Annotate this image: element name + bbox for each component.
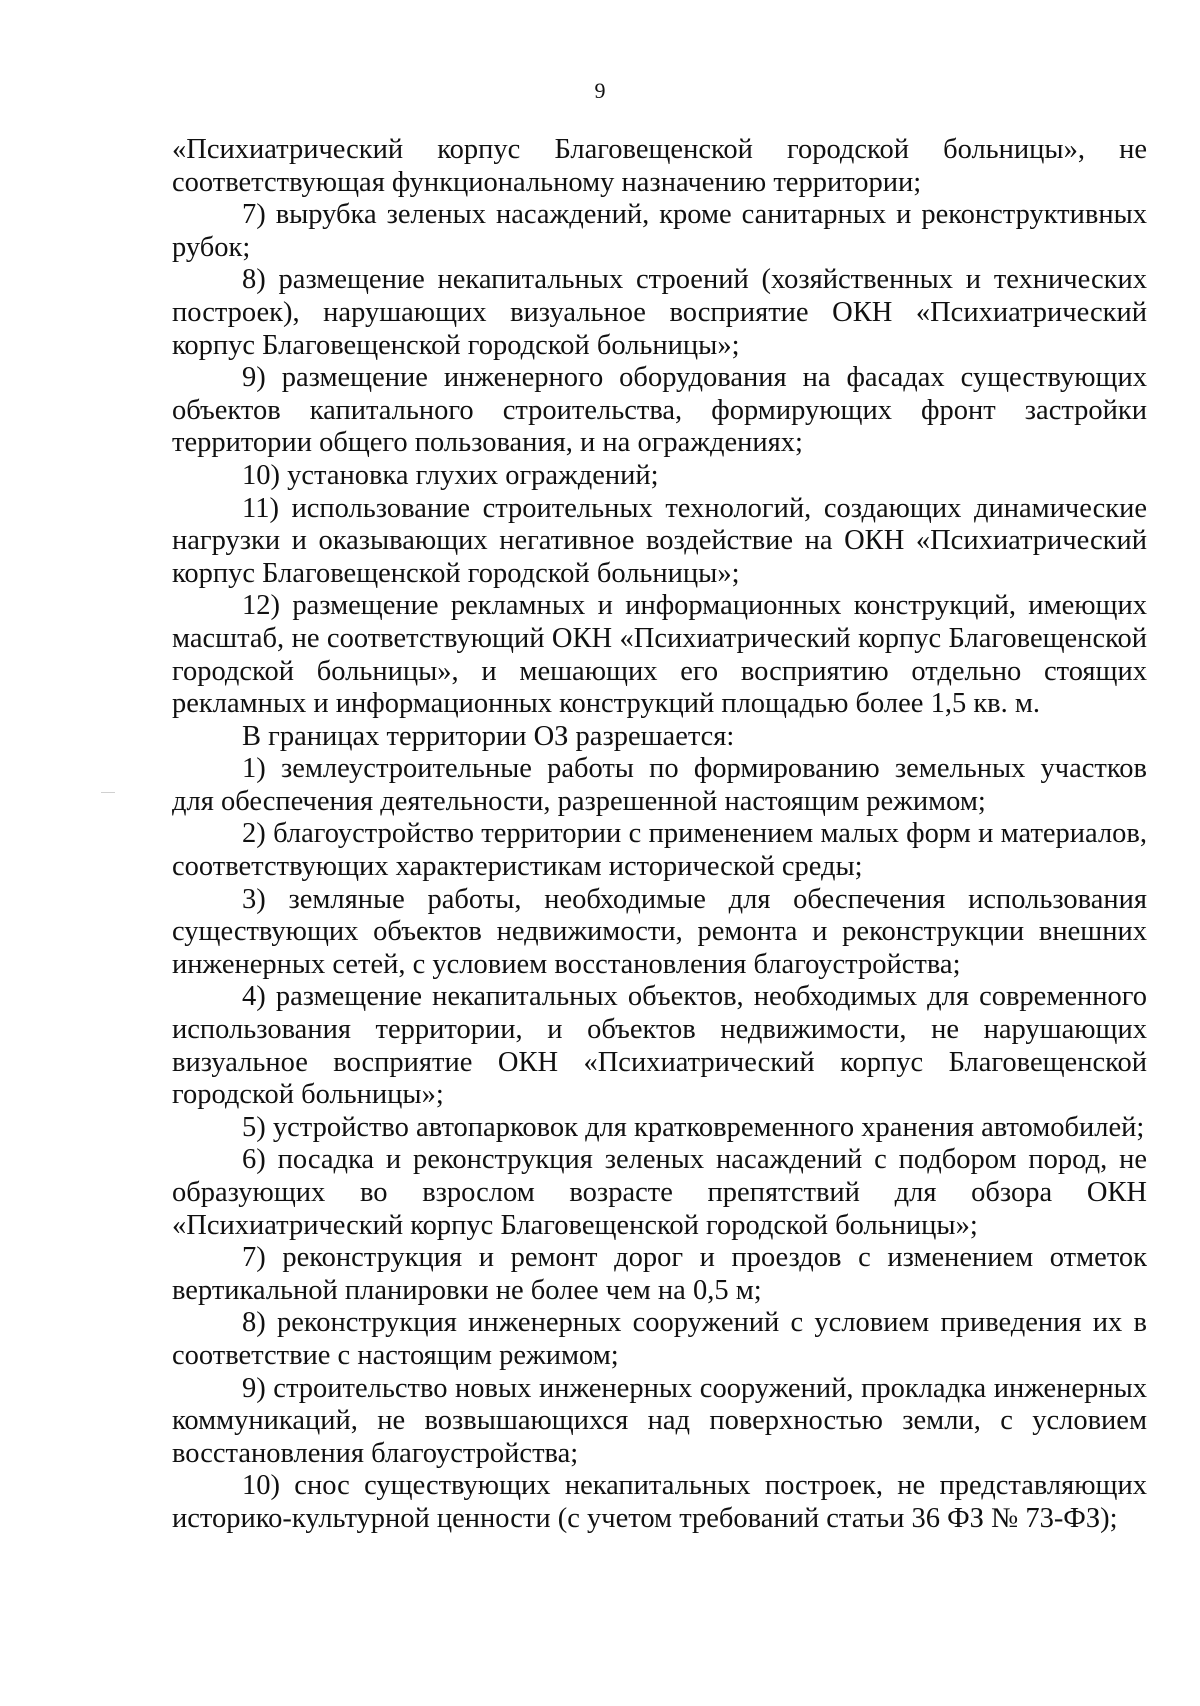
scan-artifact (101, 792, 115, 793)
page-number: 9 (594, 78, 606, 103)
paragraph: 9) строительство новых инженерных сооружений, прокладка инженерных коммуникаций, не возвышающихся над поверхностью земли, с условием восстановления благоустройства; (172, 1372, 1147, 1469)
document-body (172, 134, 1147, 1536)
paragraph: 9) размещение инженерного оборудования на фасадах существующих объектов капитального строительства, формирующих фронт застройки территории общего пользования, и на ограждениях; (172, 362, 1147, 459)
paragraph: 5) устройство автопарковок для кратковременного хранения автомобилей; (242, 1111, 1145, 1143)
paragraph: 11) использование строительных технологий, создающих динамические нагрузки и оказывающих негативное воздействие на ОКН «Психиатрический корпус Благовещенской городской больницы»; (172, 492, 1147, 589)
paragraph: 7) вырубка зеленых насаждений, кроме санитарных и реконструктивных рубок; (172, 199, 1147, 263)
paragraph: 7) реконструкция и ремонт дорог и проездов с изменением отметок вертикальной планировки не более чем на 0,5 м; (172, 1242, 1147, 1306)
section-heading: В границах территории ОЗ разрешается: (242, 720, 735, 752)
paragraph: 8) размещение некапитальных строений (хозяйственных и технических построек), нарушающих визуальное восприятие ОКН «Психиатрический корпус Благовещенской городской больницы»; (172, 264, 1147, 361)
paragraph: 10) снос существующих некапитальных построек, не представляющих историко-культурной ценности (с учетом требований статьи 36 ФЗ № 73-ФЗ); (172, 1470, 1147, 1534)
paragraph: 4) размещение некапитальных объектов, необходимых для современного использования территории, и объектов недвижимости, не нарушающих визуальное восприятие ОКН «Психиатрический корпус Благовещенской городской больницы»; (172, 981, 1147, 1111)
paragraph: 10) установка глухих ограждений; (242, 459, 659, 491)
paragraph: 3) земляные работы, необходимые для обеспечения использования существующих объектов недвижимости, ремонта и реконструкции внешних инженерных сетей, с условием восстановления благоустройства; (172, 883, 1147, 980)
paragraph: 8) реконструкция инженерных сооружений с условием приведения их в соответствие с настоящим режимом; (172, 1307, 1147, 1371)
paragraph: «Психиатрический корпус Благовещенской городской больницы», не соответствующая функциональному назначению территории; (172, 134, 1147, 198)
paragraph: 6) посадка и реконструкция зеленых насаждений с подбором пород, не образующих во взрослом возрасте препятствий для обзора ОКН «Психиатрический корпус Благовещенской городской больницы»; (172, 1144, 1147, 1241)
paragraph: 12) размещение рекламных и информационных конструкций, имеющих масштаб, не соответствующий ОКН «Психиатрический корпус Благовещенской городской больницы», и мешающих его восприятию отдельно стоящих рекламных и информационных конструкций площадью более 1,5 кв. м. (172, 590, 1147, 720)
paragraph: 1) землеустроительные работы по формированию земельных участков для обеспечения деятельности, разрешенной настоящим режимом; (172, 753, 1147, 817)
paragraph: 2) благоустройство территории с применением малых форм и материалов, соответствующих характеристикам исторической среды; (172, 818, 1147, 883)
